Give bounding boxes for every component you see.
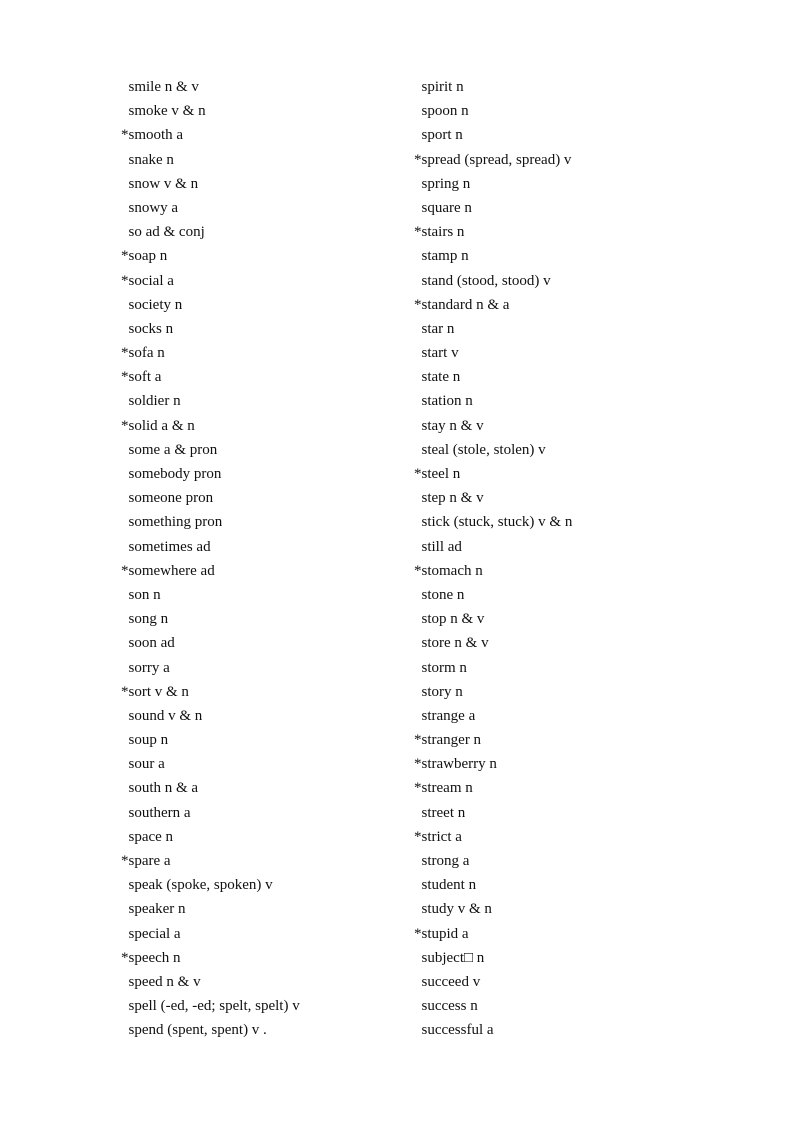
word-text: so ad & conj (128, 224, 205, 241)
word-entry (414, 656, 714, 680)
word-text: south n & a (128, 780, 199, 797)
word-entry (121, 873, 391, 897)
word-text: smooth a (128, 127, 184, 144)
key-word-asterisk: * (121, 949, 129, 966)
word-text: stick (stuck, stuck) v & n (421, 514, 573, 531)
word-entry (121, 414, 391, 438)
word-text: stay n & v (421, 417, 484, 434)
word-entry (414, 631, 714, 655)
word-text: star n (421, 320, 455, 337)
word-text: sound v & n (128, 707, 203, 724)
word-entry (121, 728, 391, 752)
word-entry (121, 656, 391, 680)
word-text: step n & v (421, 490, 484, 507)
word-entry (121, 825, 391, 849)
word-entry (121, 776, 391, 800)
word-text: soup n (128, 732, 169, 749)
word-entry (121, 341, 391, 365)
key-word-asterisk: * (414, 224, 422, 241)
word-entry (414, 873, 714, 897)
word-entry (121, 269, 391, 293)
word-text: still ad (421, 538, 462, 555)
word-entry (414, 607, 714, 631)
key-word-asterisk: * (121, 853, 129, 869)
word-entry (414, 462, 714, 486)
word-text: something pron (128, 514, 223, 531)
word-entry (121, 75, 391, 99)
word-entry (414, 704, 714, 728)
word-entry (121, 365, 391, 389)
word-entry (121, 535, 391, 559)
word-text: society n (128, 296, 183, 313)
word-entry (121, 438, 391, 462)
word-entry (121, 801, 391, 825)
word-entry (414, 583, 714, 607)
word-text: successful a (421, 1022, 494, 1039)
word-entry (414, 269, 714, 293)
word-text: spread (spread, spread) v (421, 151, 572, 168)
word-text: student n (421, 877, 477, 894)
word-text: stomach n (421, 562, 483, 579)
key-word-asterisk: * (414, 780, 422, 797)
word-text: sorry a (128, 659, 170, 676)
word-text: solid a & n (128, 417, 195, 434)
word-entry (121, 559, 391, 583)
word-text: snow v & n (128, 175, 199, 192)
word-entry (121, 220, 391, 244)
word-text: stupid a (421, 925, 469, 942)
word-text: succeed v (421, 973, 481, 990)
word-entry (121, 631, 391, 655)
word-entry (414, 172, 714, 196)
word-text: sport n (421, 127, 463, 144)
word-entry (414, 1018, 714, 1042)
key-word-asterisk: * (414, 925, 422, 942)
key-word-asterisk: * (121, 272, 129, 289)
key-word-asterisk: * (414, 756, 422, 773)
key-word-asterisk: * (414, 466, 422, 482)
word-text: spell (-ed, -ed; spelt, spelt) v (128, 998, 300, 1015)
word-text: study v & n (421, 901, 492, 918)
word-entry (121, 970, 391, 994)
word-text: square n (421, 199, 472, 216)
word-entry (121, 462, 391, 486)
key-word-asterisk: * (121, 127, 129, 144)
word-entry (414, 148, 714, 172)
word-entry (121, 1018, 391, 1042)
word-entry (121, 680, 391, 704)
word-text: sometimes ad (128, 538, 211, 555)
word-entry (414, 970, 714, 994)
word-entry (414, 486, 714, 510)
key-word-asterisk: * (121, 683, 129, 700)
word-text: someone pron (128, 490, 214, 507)
word-text: social a (128, 272, 174, 289)
word-text: sofa n (128, 345, 165, 362)
word-text: spare a (128, 853, 171, 869)
word-text: soap n (128, 248, 168, 265)
word-entry (414, 196, 714, 220)
word-entry (121, 607, 391, 631)
word-entry (121, 99, 391, 123)
word-text: speaker n (128, 901, 186, 918)
word-text: stamp n (421, 248, 469, 265)
key-word-asterisk: * (121, 248, 129, 265)
word-entry (414, 535, 714, 559)
word-text: song n (128, 611, 169, 628)
word-text: steel n (421, 466, 461, 482)
word-entry (414, 75, 714, 99)
word-text: some a & pron (128, 441, 218, 458)
word-text: state n (421, 369, 461, 386)
word-list-left-column (121, 75, 391, 1043)
word-entry (121, 752, 391, 776)
word-entry (121, 317, 391, 341)
word-text: special a (128, 925, 181, 942)
key-word-asterisk: * (414, 828, 422, 845)
key-word-asterisk: * (414, 562, 422, 579)
word-entry (121, 172, 391, 196)
word-entry (414, 510, 714, 534)
key-word-asterisk: * (121, 562, 129, 579)
word-entry (414, 849, 714, 873)
word-text: somewhere ad (128, 562, 215, 579)
word-text: speed n & v (128, 973, 201, 990)
word-entry (121, 244, 391, 268)
word-entry (414, 123, 714, 147)
word-text: smile n & v (128, 79, 199, 95)
word-entry (121, 946, 391, 970)
word-entry (414, 922, 714, 946)
word-text: soldier n (128, 393, 181, 410)
word-text: snake n (128, 151, 174, 168)
word-text: spoon n (421, 103, 469, 120)
word-text: start v (421, 345, 459, 362)
word-text: spend (spent, spent) v . (128, 1022, 267, 1039)
word-entry (414, 99, 714, 123)
word-text: story n (421, 683, 463, 700)
word-text: stairs n (421, 224, 465, 241)
word-entry (414, 680, 714, 704)
word-text: space n (128, 828, 174, 845)
word-entry (414, 244, 714, 268)
word-entry (414, 341, 714, 365)
word-text: sour a (128, 756, 165, 773)
word-text: southern a (128, 804, 191, 821)
word-text: stone n (421, 586, 465, 603)
word-text: success n (421, 998, 478, 1015)
word-entry (414, 389, 714, 413)
word-text: street n (421, 804, 466, 821)
word-text: sort v & n (128, 683, 189, 700)
word-text: speech n (128, 949, 181, 966)
word-entry (121, 704, 391, 728)
word-entry (121, 994, 391, 1018)
word-entry (414, 728, 714, 752)
word-entry (414, 897, 714, 921)
word-text: somebody pron (128, 466, 222, 482)
word-text: strong a (421, 853, 470, 869)
word-text: storm n (421, 659, 467, 676)
word-text: stop n & v (421, 611, 485, 628)
word-text: spring n (421, 175, 471, 192)
word-text: spirit n (421, 79, 464, 95)
word-entry (121, 123, 391, 147)
word-text: subject□ n (421, 949, 485, 966)
word-entry (121, 196, 391, 220)
word-entry (121, 583, 391, 607)
word-entry (414, 559, 714, 583)
word-entry (414, 438, 714, 462)
word-entry (121, 849, 391, 873)
key-word-asterisk: * (121, 369, 129, 386)
word-text: snowy a (128, 199, 179, 216)
word-entry (414, 365, 714, 389)
word-text: strict a (421, 828, 462, 845)
word-entry (121, 897, 391, 921)
word-text: store n & v (421, 635, 489, 652)
word-entry (414, 994, 714, 1018)
word-entry (414, 946, 714, 970)
key-word-asterisk: * (121, 345, 129, 362)
word-text: stream n (421, 780, 473, 797)
word-entry (414, 801, 714, 825)
key-word-asterisk: * (414, 296, 422, 313)
word-entry (414, 825, 714, 849)
word-entry (414, 220, 714, 244)
key-word-asterisk: * (121, 417, 129, 434)
word-text: strange a (421, 707, 476, 724)
word-entry (414, 776, 714, 800)
word-entry (414, 752, 714, 776)
word-text: strawberry n (421, 756, 497, 773)
word-text: smoke v & n (128, 103, 206, 120)
word-entry (414, 414, 714, 438)
word-text: speak (spoke, spoken) v (128, 877, 273, 894)
word-text: standard n & a (421, 296, 510, 313)
word-entry (121, 148, 391, 172)
word-entry (121, 922, 391, 946)
key-word-asterisk: * (414, 151, 422, 168)
word-text: steal (stole, stolen) v (421, 441, 546, 458)
word-text: soon ad (128, 635, 175, 652)
word-text: soft a (128, 369, 162, 386)
word-text: son n (128, 586, 161, 603)
word-entry (414, 293, 714, 317)
word-text: station n (421, 393, 473, 410)
word-text: stranger n (421, 732, 482, 749)
word-text: socks n (128, 320, 174, 337)
word-entry (121, 293, 391, 317)
word-text: stand (stood, stood) v (421, 272, 551, 289)
word-list-right-column (414, 75, 714, 1043)
word-entry (121, 486, 391, 510)
word-entry (414, 317, 714, 341)
key-word-asterisk: * (414, 732, 422, 749)
word-entry (121, 389, 391, 413)
word-entry (121, 510, 391, 534)
